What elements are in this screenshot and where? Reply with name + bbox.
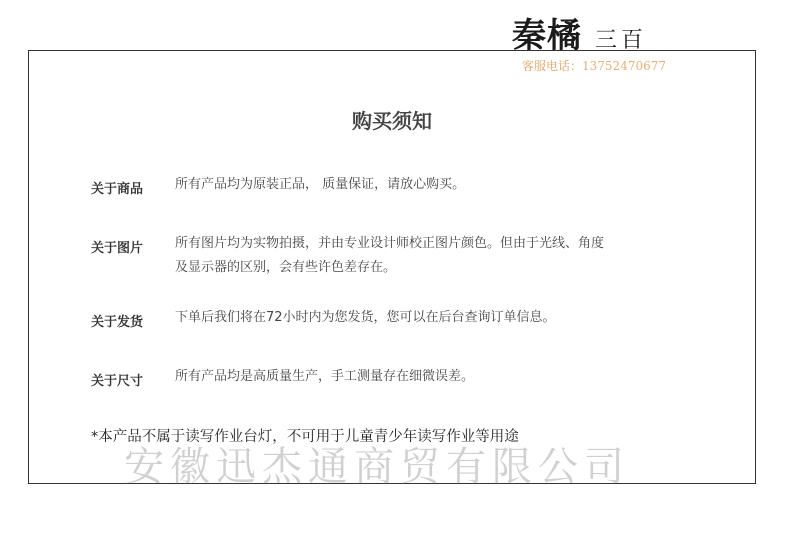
notice-item-text: 所有产品均是高质量生产，手工测量存在细微误差。 [175,369,475,384]
notice-item-label: 关于尺寸 [91,374,144,389]
notice-footnote: *本产品不属于读写作业台灯，不可用于儿童青少年读写作业等用途 [91,429,519,445]
notice-item-label: 关于商品 [91,182,144,197]
notice-item-text: 所有图片均为实物拍摄，并由专业设计师校正图片颜色。但由于光线、角度及显示器的区别，会有些许色差存在。 [175,236,605,275]
notice-item-text: 下单后我们将在72小时内为您发货，您可以在后台查询订单信息。 [175,310,556,325]
phone-label: 客服电话： [522,59,583,73]
brand-suffix: 三百 [594,28,647,53]
notice-item-text: 所有产品均为原装正品， 质量保证，请放心购买。 [175,177,466,192]
phone-number: 13752470677 [582,59,666,73]
notice-item-label: 关于发货 [91,315,144,330]
notice-item-label: 关于图片 [91,241,144,256]
notice-title: 购买须知 [352,109,432,133]
brand-name: 秦橘 [512,16,582,56]
company-watermark: 安徽迅杰通商贸有限公司 [124,444,630,490]
purchase-notice-panel [28,50,756,490]
